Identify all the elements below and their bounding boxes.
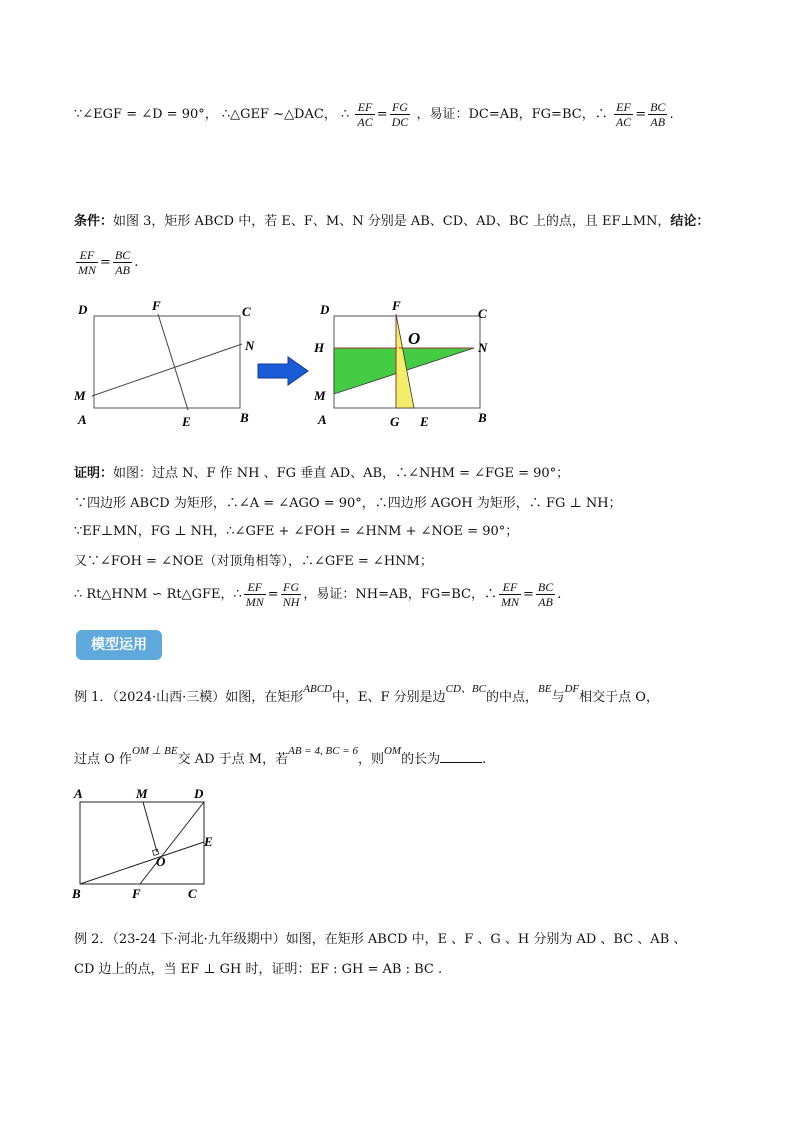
label-c: C — [478, 306, 487, 321]
condition-text: 如图 3，矩形 ABCD 中，若 E、F、M、N 分别是 AB、CD、AD、BC 上的点，且 EF⊥MN， — [113, 214, 671, 229]
label-m: M — [74, 388, 86, 403]
label-b: B — [72, 886, 81, 901]
condition-label: 条件： — [74, 214, 114, 229]
label-n: N — [245, 338, 255, 353]
label-e: E — [420, 414, 429, 429]
proof-label: 证明： — [74, 466, 114, 481]
label-e: E — [182, 414, 191, 429]
condition-line — [74, 210, 709, 229]
conclusion-formula: $\frac{EF}{MN}$ = $\frac{BC}{AB}$ . — [78, 248, 139, 277]
example2-line-2: CD 边上的点，当 EF ⊥ GH 时，证明：EF : GH = AB : BC . — [74, 962, 443, 977]
label-o: O — [156, 854, 166, 869]
figure3-left — [70, 296, 270, 432]
label-d: D — [78, 302, 88, 317]
label-d: D — [194, 786, 204, 801]
figure-example1 — [70, 784, 220, 902]
label-o: O — [408, 329, 421, 348]
label-b: B — [478, 410, 487, 425]
proof-line-2: ∵四边形 ABCD 为矩形，∴∠A = ∠AGO = 90°，∴四边形 AGOH 为矩形，∴ FG ⊥ NH； — [74, 496, 622, 511]
section-tag-model-application: 模型运用 — [76, 630, 162, 660]
label-f: F — [152, 298, 161, 313]
label-b: B — [240, 410, 249, 425]
because-angles: ∵∠EGF = ∠D = 90°， — [74, 107, 218, 122]
proof-line-5: ∴ Rt△HNM ∽ Rt△GFE，∴ $\frac{EF}{MN}$ = $\frac{FG}{NH}$ ，易证：NH=AB，FG=BC，∴ $\frac{EF}{MN}$ = $\frac{BC}{AB}$ . — [74, 580, 562, 609]
figure3-right — [310, 296, 500, 434]
label-a: A — [74, 786, 83, 801]
fraction-fg-dc: $\frac{FG}{DC}$ — [391, 100, 409, 129]
label-m: M — [314, 388, 326, 403]
fraction-ef-ac-2: $\frac{EF}{AC}$ — [615, 100, 632, 129]
label-c: C — [188, 886, 197, 901]
proof-line-3: ∵EF⊥MN，FG ⊥ NH，∴∠GFE + ∠FOH = ∠HNM + ∠NOE = 90°； — [74, 524, 519, 539]
label-a: A — [78, 412, 87, 427]
label-d: D — [320, 302, 330, 317]
similar-statement: ∴△GEF ~△DAC， — [221, 107, 337, 122]
example2-line-1: 例 2．（23-24 下·河北·九年级期中）如图，在矩形 ABCD 中，E 、F 、G 、H 分别为 AD 、BC 、AB 、 — [74, 932, 687, 947]
conclusion-label: 结论： — [670, 214, 710, 229]
label-f: F — [132, 886, 141, 901]
fraction-ef-ac: $\frac{EF}{AC}$ — [357, 100, 373, 129]
label-f: F — [392, 298, 401, 313]
derivation-line-1: ∵∠EGF = ∠D = 90°， ∴△GEF ~△DAC， ∴ $\frac{EF}{AC}$ = $\frac{FG}{DC}$ ，易证：DC=AB，FG=BC，∴ $\frac{EF}{AC}$ = $\frac{BC}{AB}$ . — [74, 100, 674, 129]
proof-line-4: 又∵∠FOH = ∠NOE（对顶角相等），∴∠GFE = ∠HNM； — [74, 554, 433, 569]
fraction-bc-ab: $\frac{BC}{AB}$ — [650, 100, 666, 129]
label-a: A — [318, 412, 327, 427]
label-h: H — [314, 340, 325, 355]
label-n: N — [478, 340, 488, 355]
label-m: M — [136, 786, 148, 801]
example1-line-1: 例 1．（2024·山西·三模）如图，在矩形$^{ABCD}$中，E、F 分别是边$^{CD、BC}$的中点，$^{BE}$与$^{DF}$相交于点 O， — [74, 683, 659, 705]
example1-line-2: 过点 O 作$^{OM \perp BE}$交 AD 于点 M，若$^{AB = 4, BC = 6}$，则$^{OM}$的长为 . — [74, 745, 487, 767]
label-g: G — [390, 414, 400, 429]
label-e: E — [204, 834, 213, 849]
label-c: C — [242, 304, 251, 319]
proof-line-1: 证明：如图：过点 N、F 作 NH 、FG 垂直 AD、AB，∴∠NHM = ∠FGE = 90°； — [74, 466, 570, 481]
arrow-right-icon — [256, 356, 312, 386]
answer-blank — [440, 752, 482, 763]
easy-proof-text: ，易证：DC=AB，FG=BC，∴ — [416, 107, 608, 122]
